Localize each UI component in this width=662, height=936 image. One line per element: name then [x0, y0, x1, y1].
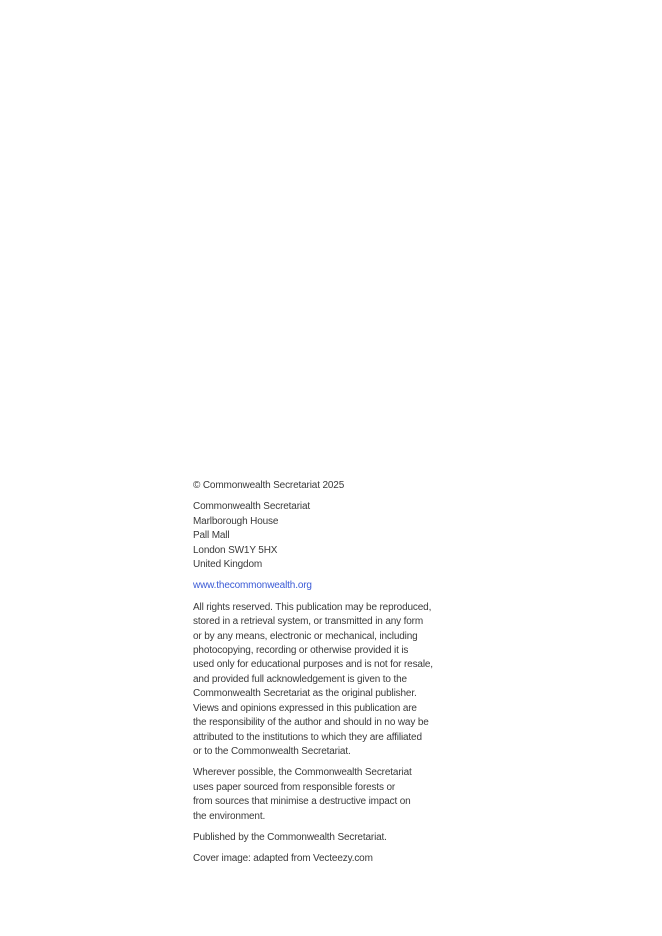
rights-line: Commonwealth Secretariat as the original publisher.: [193, 688, 417, 700]
environment-line: uses paper sourced from responsible forests or: [193, 781, 396, 793]
rights-line: or by any means, electronic or mechanical, including: [193, 630, 418, 642]
address-line-street: Pall Mall: [193, 530, 230, 542]
publisher-address: [193, 500, 455, 572]
rights-line: and provided full acknowledgement is given to the: [193, 673, 407, 685]
address-line-city-postcode: London SW1Y 5HX: [193, 544, 278, 556]
rights-line: Views and opinions expressed in this publication are: [193, 702, 417, 714]
environment-line: Wherever possible, the Commonwealth Secretariat: [193, 767, 412, 779]
published-by-statement: Published by the Commonwealth Secretariat.: [193, 831, 387, 843]
rights-line: stored in a retrieval system, or transmitted in any form: [193, 616, 424, 628]
rights-line: or to the Commonwealth Secretariat.: [193, 745, 351, 757]
address-line-building: Marlborough House: [193, 515, 279, 527]
rights-line: photocopying, recording or otherwise provided it is: [193, 645, 409, 657]
imprint-block: [193, 479, 455, 874]
copyright-notice: © Commonwealth Secretariat 2025: [193, 480, 345, 491]
address-line-country: United Kingdom: [193, 559, 263, 571]
environment-statement: [193, 766, 455, 824]
environment-line: from sources that minimise a destructive impact on: [193, 796, 411, 808]
rights-line: the responsibility of the author and should in no way be: [193, 717, 429, 729]
rights-line: used only for educational purposes and is not for resale,: [193, 659, 433, 671]
environment-line: the environment.: [193, 810, 266, 822]
rights-line: attributed to the institutions to which they are affiliated: [193, 731, 422, 743]
rights-statement: [193, 601, 455, 759]
website-link[interactable]: www.thecommonwealth.org: [193, 580, 312, 592]
cover-image-credit: Cover image: adapted from Vecteezy.com: [193, 853, 373, 865]
rights-line: All rights reserved. This publication may be reproduced,: [193, 601, 432, 613]
website-paragraph: [193, 579, 455, 593]
address-line-organisation: Commonwealth Secretariat: [193, 501, 311, 513]
